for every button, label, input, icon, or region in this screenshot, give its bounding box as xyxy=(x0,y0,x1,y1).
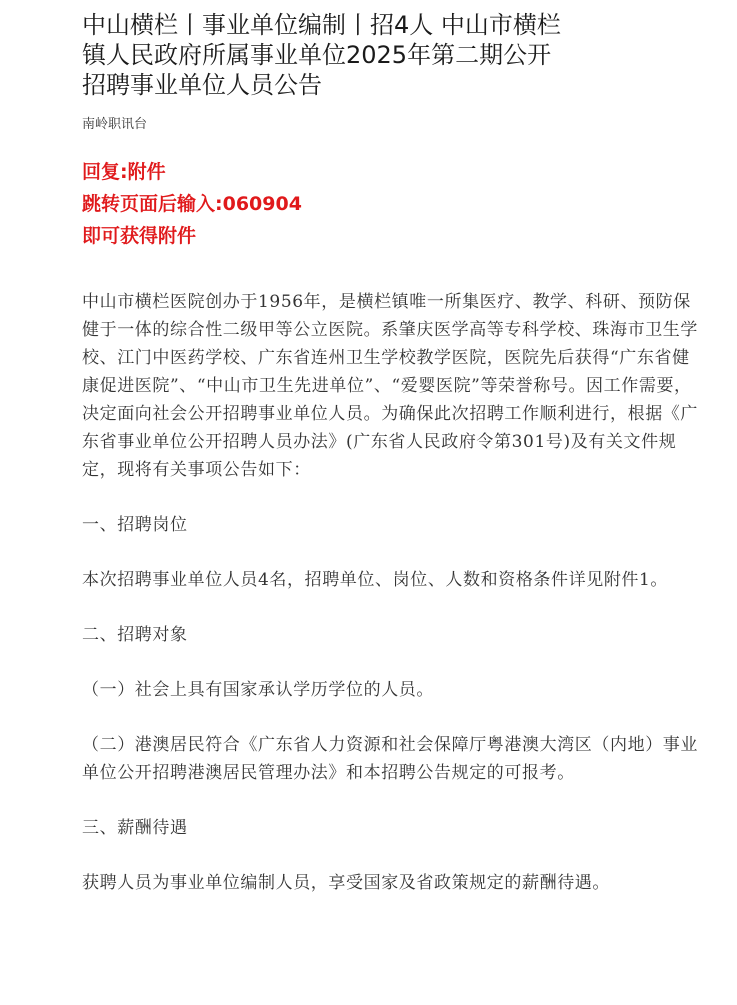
attachment-instructions xyxy=(82,156,702,252)
title-line: 中山横栏丨事业单位编制丨招4人 中山市横栏 xyxy=(82,11,561,39)
title-line: 招聘事业单位人员公告 xyxy=(82,71,322,99)
cta-line-reply: 回复:附件 xyxy=(82,161,166,183)
section-heading-positions: 一、招聘岗位 xyxy=(82,515,188,535)
cta-line-get: 即可获得附件 xyxy=(82,225,197,247)
title-line: 镇人民政府所属事业单位2025年第二期公开 xyxy=(82,41,552,69)
article-title xyxy=(82,0,702,100)
positions-paragraph: 本次招聘事业单位人员4名，招聘单位、岗位、人数和资格条件详见附件1。 xyxy=(82,570,669,590)
salary-paragraph: 获聘人员为事业单位编制人员，享受国家及省政策规定的薪酬待遇。 xyxy=(82,873,610,893)
intro-paragraph: 中山市横栏医院创办于1956年，是横栏镇唯一所集医疗、教学、科研、预防保健于一体的综合性二级甲等公立医院。系肇庆医学高等专科学校、珠海市卫生学校、江门中医药学校、广东省连州卫生学校教学医院，医院先后获得“广东省健康促进医院”、“中山市卫生先进单位”、“爱婴医院”等荣誉称号。因工作需要，决定面向社会公开招聘事业单位人员。为确保此次招聘工作顺利进行，根据《广东省事业单位公开招聘人员办法》(广东省人民政府令第301号)及有关文件规定，现将有关事项公告如下： xyxy=(82,292,698,480)
eligibility-item-2: （二）港澳居民符合《广东省人力资源和社会保障厅粤港澳大湾区（内地）事业单位公开招聘港澳居民管理办法》和本招聘公告规定的可报考。 xyxy=(82,735,698,783)
section-heading-salary: 三、薪酬待遇 xyxy=(82,818,188,838)
cta-line-code: 跳转页面后输入:060904 xyxy=(82,193,302,215)
section-heading-eligibility: 二、招聘对象 xyxy=(82,625,188,645)
eligibility-item-1: （一）社会上具有国家承认学历学位的人员。 xyxy=(82,680,434,700)
article-source[interactable]: 南岭职讯台 xyxy=(82,117,148,132)
article xyxy=(82,0,702,897)
